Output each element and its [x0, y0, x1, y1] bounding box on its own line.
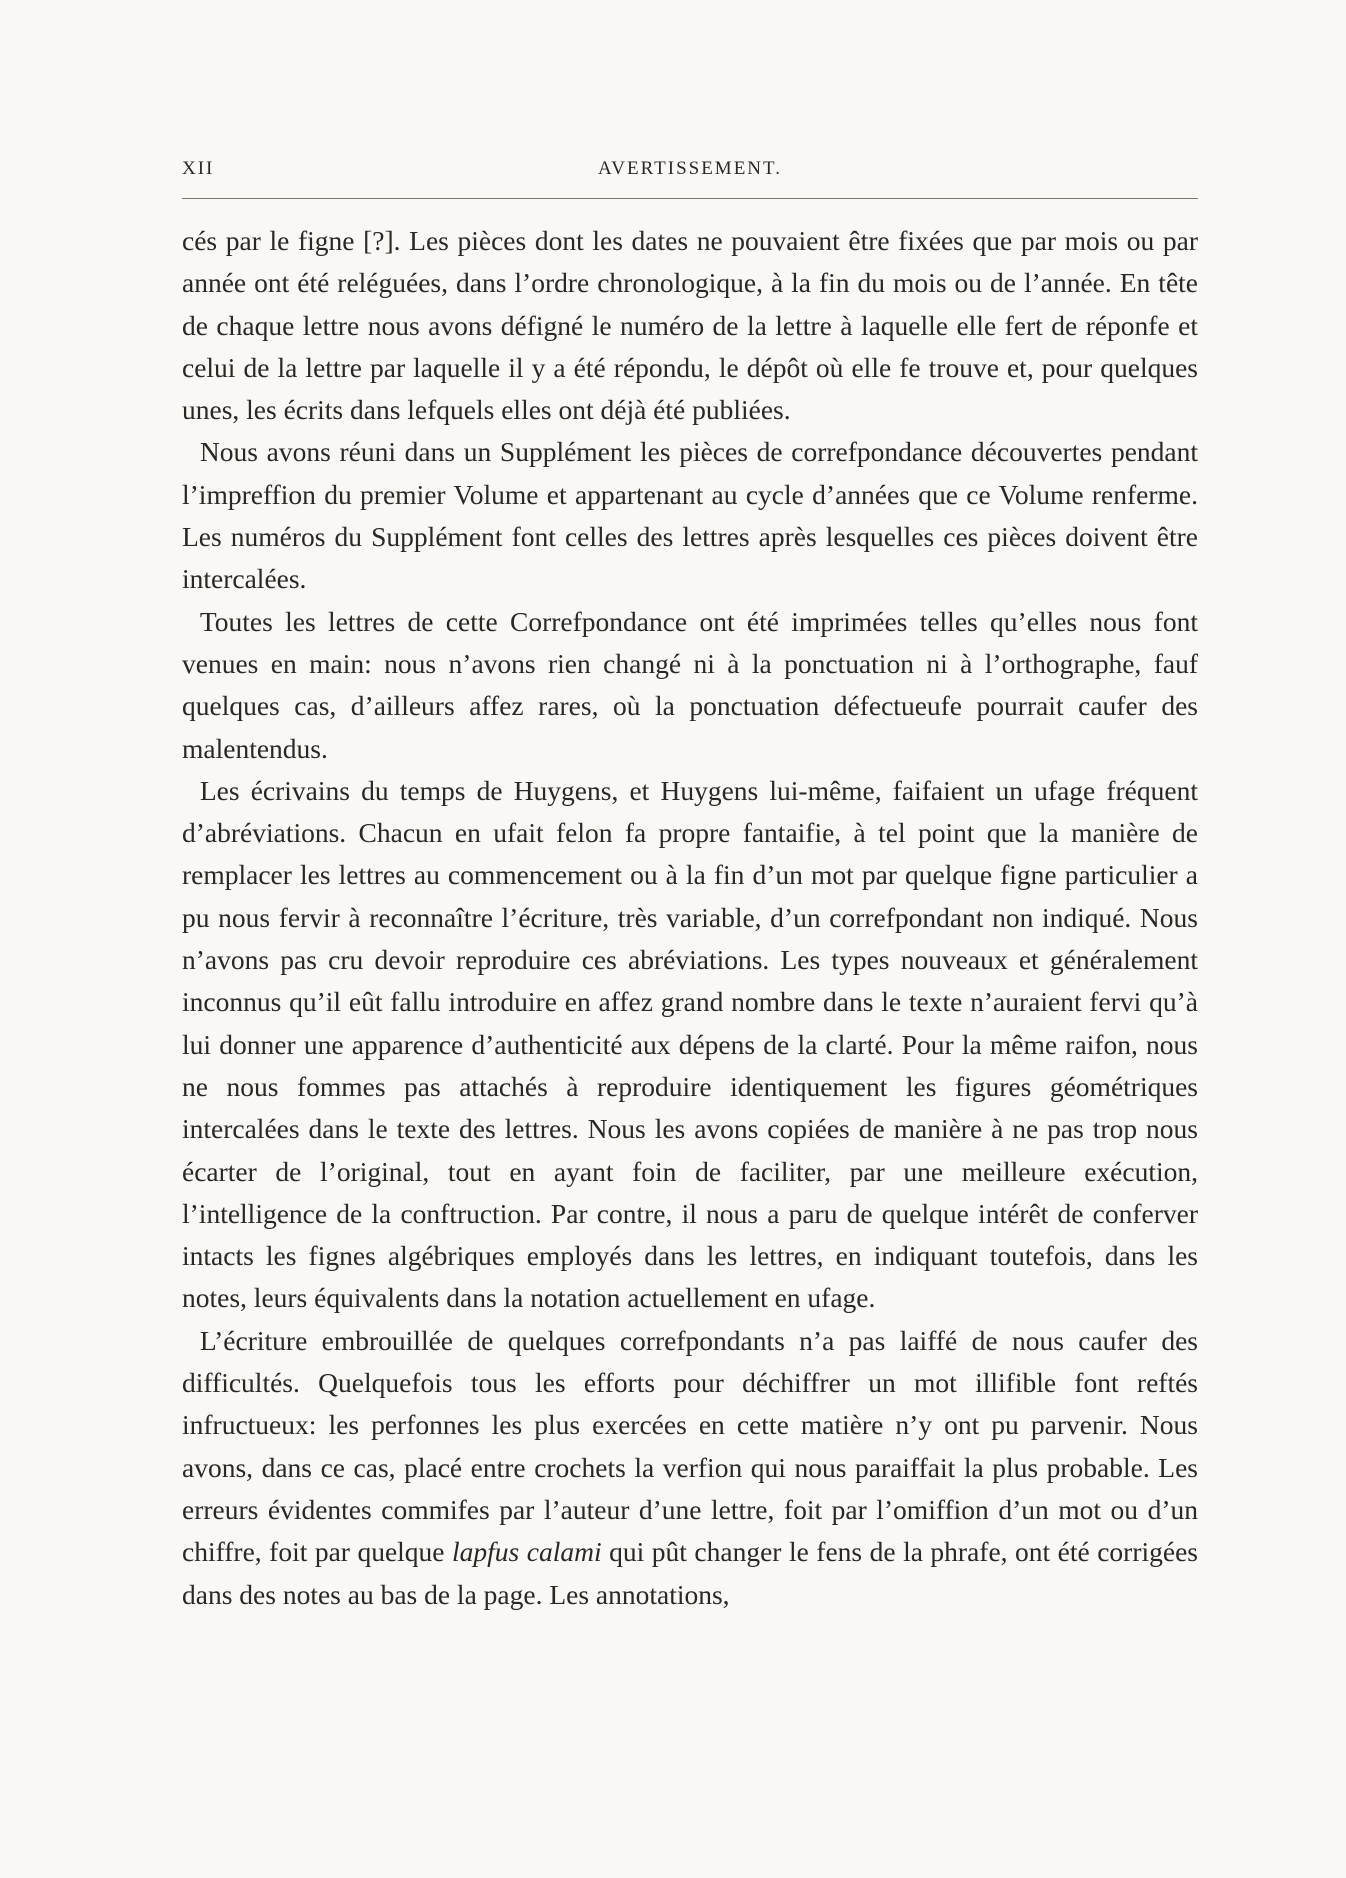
paragraph-3: Toutes les lettres de cette Correfpondance ont été imprimées telles qu’elles nous font venues en main: nous n’avons rien changé ni à la ponctuation ni à l’orthographe, fauf quelques cas, d’ailleurs affez rares, où la ponctuation défectueufe pourrait caufer des malentendus. — [182, 605, 1198, 764]
paragraph-4: Les écrivains du temps de Huygens, et Huygens lui-même, faifaient un ufage fréquent d’abréviations. Chacun en ufait felon fa propre fantaifie, à tel point que la manière de remplacer les lettres au commencement ou à la fin d’un mot par quelque figne particulier a pu nous fervir à reconnaître l’écriture, très variable, d’un correfpondant non indiqué. Nous n’avons pas cru devoir reproduire ces abréviations. Les types nouveaux et généralement inconnus qu’il eût fallu introduire en affez grand nombre dans le texte n’auraient fervi qu’à lui donner une apparence d’authenticité aux dépens de la clarté. Pour la même raifon, nous ne nous fommes pas attachés à reproduire identiquement les figures géométriques intercalées dans le texte des lettres. Nous les avons copiées de manière à ne pas trop nous écarter de l’original, tout en ayant foin de faciliter, par une meilleure exécution, l’intelligence de la conftruction. Par contre, il nous a paru de quelque intérêt de conferver intacts les fignes algébriques employés dans les lettres, en indiquant toutefois, dans les notes, leurs équivalents dans la notation actuellement en ufage. — [182, 774, 1198, 1314]
running-title: AVERTISSEMENT. — [598, 158, 782, 179]
paragraph-5-text-after: qui pût changer le fens de la phrafe, ont été corrigées dans des notes au bas de la page. Les annotations, — [182, 1536, 1198, 1610]
paragraph-1: cés par le figne [?]. Les pièces dont les dates ne pouvaient être fixées que par mois ou par année ont été reléguées, dans l’ordre chronologique, à la fin du mois ou de l’année. En tête de chaque lettre nous avons défigné le numéro de la lettre à laquelle elle fert de réponfe et celui de la lettre par laquelle il y a été répondu, le dépôt où elle fe trouve et, pour quelques unes, les écrits dans lefquels elles ont déjà été publiées. — [182, 225, 1198, 426]
paragraph-2: Nous avons réuni dans un Supplément les pièces de correfpondance découvertes pendant l’impreffion du premier Volume et appartenant au cycle d’années que ce Volume renferme. Les numéros du Supplément font celles des lettres après lesquelles ces pièces doivent être intercalées. — [182, 436, 1198, 595]
header-rule — [182, 198, 1198, 199]
page-number: XII — [182, 158, 215, 179]
body-text — [182, 220, 1198, 1616]
running-head — [182, 158, 1198, 188]
latin-phrase-italic: lapfus calami — [452, 1536, 602, 1568]
paragraph-5 — [182, 1320, 1198, 1616]
paragraph-5-text-before: L’écriture embrouillée de quelques correfpondants n’a pas laiffé de nous caufer des difficultés. Quelquefois tous les efforts pour déchiffrer un mot illifible font reftés infructueux: les perfonnes les plus exercées en cette matière n’y ont pu parvenir. Nous avons, dans ce cas, placé entre crochets la verfion qui nous paraiffait la plus probable. Les erreurs évidentes commifes par l’auteur d’une lettre, foit par l’omiffion d’un mot ou d’un chiffre, foit par quelque — [182, 1324, 1198, 1568]
